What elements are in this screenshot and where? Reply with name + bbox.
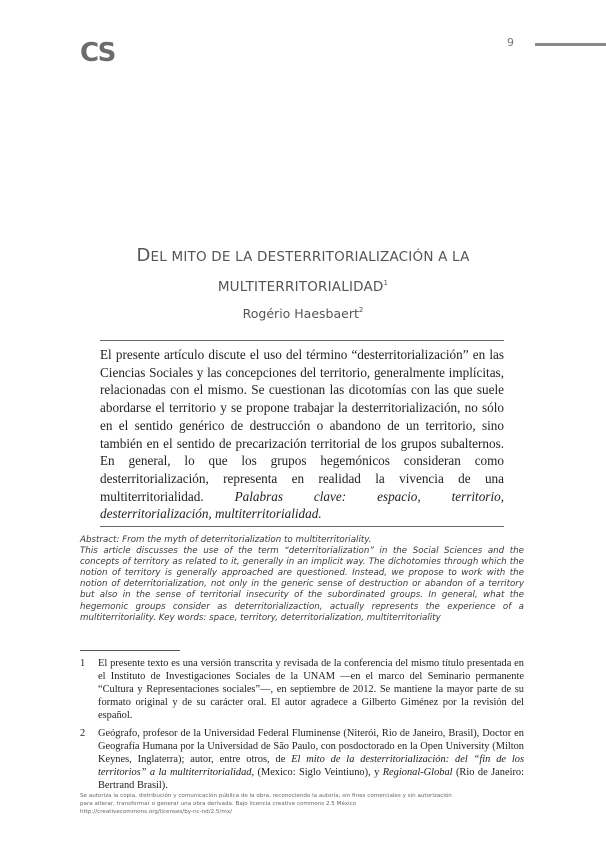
footnote-text-part: (Rio de Janeiro: Bertrand Brasil). — [98, 767, 524, 791]
footnote-number: 2 — [80, 728, 86, 739]
page-number: 9 — [507, 36, 514, 49]
footnote-text — [98, 727, 524, 792]
abstract-bottom-rule — [100, 526, 504, 527]
abstract-spanish — [100, 340, 504, 527]
article-title-line-1 — [60, 243, 546, 270]
author-footnote-ref[interactable]: 2 — [358, 306, 364, 314]
license-line-2: para alterar, transformar o generar una obra derivada. Bajo licencia creative commons 2.5 México — [80, 801, 357, 807]
license-line-1: Se autoriza la copia, distribución y comunicación pública de la obra, reconociendo la autoría, sin fines comerciales y sin autorización — [80, 793, 452, 799]
footnotes — [80, 657, 524, 797]
article-title — [60, 243, 546, 300]
license-link[interactable]: http://creativecommons.org/licenses/by-nc-nd/2.5/mx/ — [80, 809, 233, 815]
footnote-text: El presente texto es una versión transcrita y revisada de la conferencia del mismo título presentada en el Instituto de Investigaciones Sociales de la UNAM —en el marco del Seminario permanente “Cultura y Representaciones sociales”—, en septiembre de 2012. Se mantiene la mayor parte de su formato original y de su carácter oral. El autor agradece a Gilberto Giménez por la revisión del español. — [98, 658, 524, 721]
abstract-spanish-body: El presente artículo discute el uso del término “desterritorialización” en las Ciencias Sociales y las concepciones del territorio, generalmente implícitas, relacionadas con el mismo. Se cuestionan las dicotomías con las que suele abordarse el territorio y se propone trabajar la desterritorialización, no sólo en el sentido genérico de destrucción o abandono de un territorio, sino también en el sentido de precarización territorial de los grupos subalternos. En general, lo que los grupos hegemónicos consideran como desterritorialización, representa en realidad la vivencia de una multiterritorialidad. — [100, 347, 504, 504]
footnote-text-part: Geógrafo, profesor de la Universidad Federal Fluminense (Niterói, Rio de Janeiro, Brasil), Doctor en Geografía Humana por la Universidad de São Paulo, con posdoctorado en la Open University (Milton Keynes, Inglaterra); autor, entre otros, de — [98, 728, 524, 765]
footnote-text-part: , (Mexico: Siglo Veintiuno), y — [251, 767, 383, 778]
footnote-item — [80, 727, 524, 792]
license-notice — [80, 792, 524, 816]
page-number-rule — [535, 43, 606, 46]
abstract-english-title: Abstract: From the myth of deterritorialization to multiterritoriality. — [80, 535, 372, 545]
title-footnote-ref[interactable]: 1 — [383, 279, 389, 287]
footnote-item — [80, 657, 524, 722]
journal-logo-text: CS — [80, 38, 115, 64]
title-initial: D — [136, 245, 151, 266]
footnote-number: 1 — [80, 658, 86, 669]
keywords-label: Palabras clave: — [234, 488, 347, 504]
book-title: El mito de la desterritorialización: del “fin de los territorios” a la multiterritorialidad — [98, 754, 524, 778]
author-text: Rogério Haesbaert — [242, 306, 359, 321]
abstract-english — [80, 535, 524, 624]
title-line-2-text: MULTITERRITORIALIDAD — [217, 279, 384, 295]
article-title-line-2 — [60, 270, 546, 300]
title-line-1-text: EL MITO DE LA DESTERRITORIALIZACIÓN A LA — [150, 249, 470, 265]
footnote-separator — [80, 650, 180, 651]
book-title: Regional-Global — [382, 767, 453, 778]
author-name — [60, 306, 546, 321]
keywords-list: espacio, territorio, desterritorialización, multiterritorialidad. — [100, 488, 504, 522]
journal-logo — [80, 38, 126, 64]
abstract-english-body: This article discusses the use of the term “deterritorialization” in the Social Sciences and the concepts of territory as related to it, generally in an implicit way. The dichotomies through which the notion of territory is generally approached are questioned. Instead, we propose to work with the notion of deterritorialization, not only in the generic sense of destruction or abandon of a territory but also in the sense of territorial insecurity of the subordinated groups. In general, what the hegemonic groups consider as deterritorializaction, actually represents the experience of a multiterritoriality. Key words: space, territory, deterritorialization, multiterritoriality — [80, 546, 524, 623]
